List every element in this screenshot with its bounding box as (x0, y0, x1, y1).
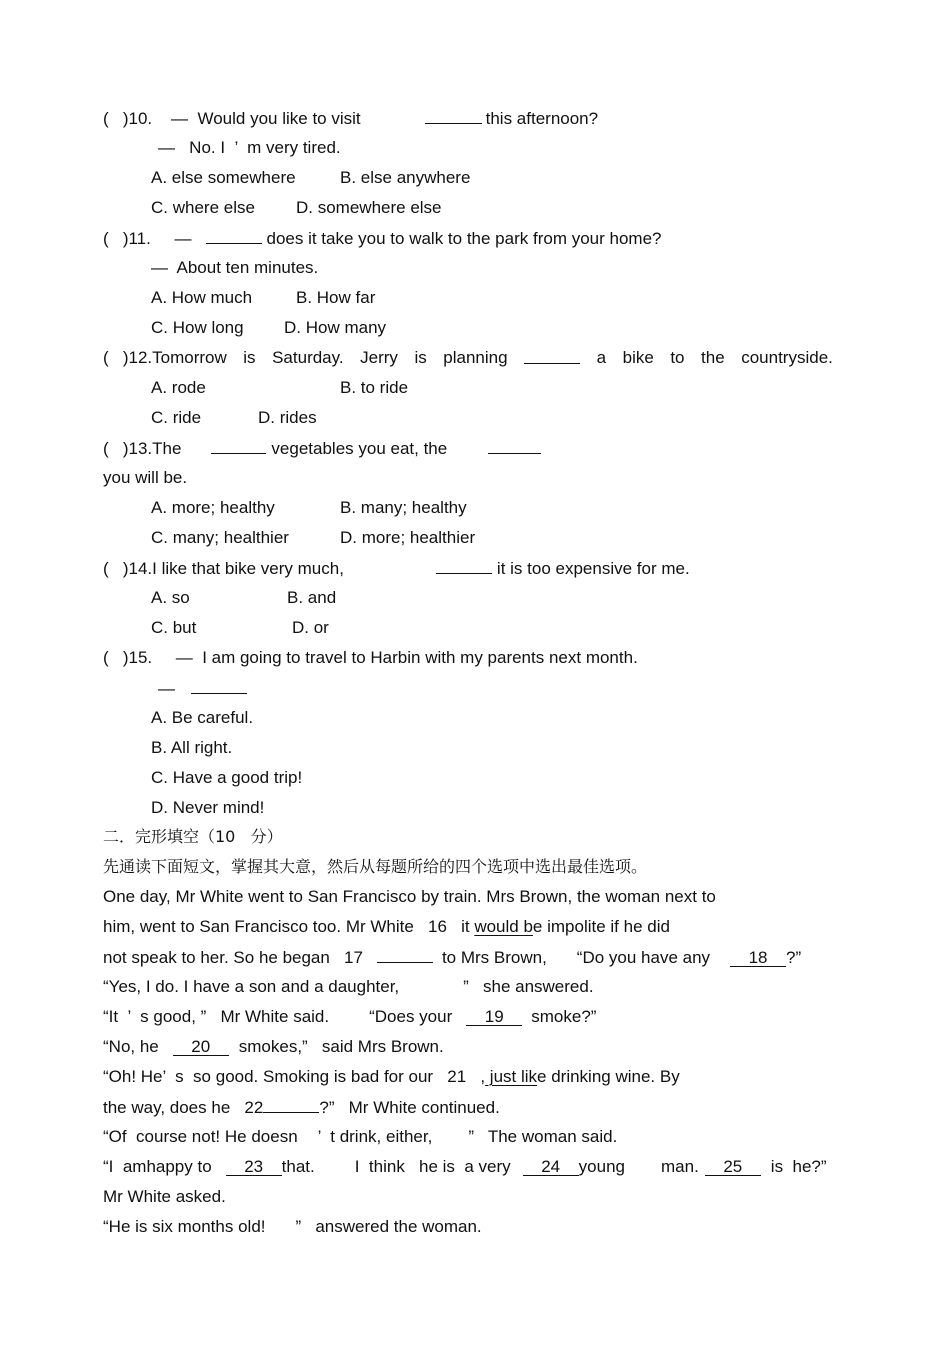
q14-stem (103, 558, 690, 579)
q11-option-a: A. How much (151, 288, 253, 307)
blank-19: 19 (466, 1008, 522, 1026)
passage-text: ” she answered. (463, 977, 594, 996)
q12-word: Saturday. (272, 348, 344, 367)
passage-text: smoke? (531, 1007, 591, 1026)
q15-option-d: D. Never mind! (151, 798, 265, 817)
blank-25: 25 (705, 1158, 761, 1176)
q15-paren: ( )15. (103, 648, 153, 667)
passage-line-3 (103, 947, 801, 968)
passage-text: smokes,” said Mrs Brown. (238, 1037, 444, 1056)
q10-reply: — No. I ’ m very tired. (158, 138, 341, 157)
passage-text: “Oh! He’ s so good. Smoking is bad for our 21 , (103, 1067, 486, 1086)
passage-text: I think he is a very (354, 1157, 511, 1176)
passage-text: that. (281, 1157, 315, 1176)
q11-stem-a: — (174, 229, 192, 248)
q11-paren: ( )11. (103, 229, 151, 248)
passage-text: not speak to her. So he began 17 (103, 948, 363, 967)
q10-option-d: D. somewhere else (296, 198, 442, 217)
passage-line-1: One day, Mr White went to San Francisco by train. Mrs Brown, the woman next to (103, 887, 716, 906)
blank-22 (263, 1097, 319, 1113)
q13-stem (103, 438, 541, 459)
q15-stem (103, 648, 638, 668)
q12-word: Jerry (360, 348, 398, 367)
blank-18: 18 (730, 949, 786, 967)
q12-word: ( )12.Tomorrow (103, 348, 227, 367)
passage-text: him, went to San Francisco too. Mr White 16 it (103, 917, 475, 936)
passage-text: to Mrs Brown, (441, 948, 547, 967)
q10-option-b: B. else anywhere (340, 168, 471, 187)
passage-text: “Do you have any (576, 948, 711, 967)
passage-line-7 (103, 1067, 680, 1087)
passage-text: ’ t drink, either, (317, 1127, 433, 1146)
passage-text: “Of course not! He doesn (103, 1127, 298, 1146)
passage-text: young (578, 1157, 625, 1176)
q10-paren: ( )10. (103, 109, 153, 128)
q13-stem-b: vegetables you eat, the (271, 439, 448, 458)
passage-text: “It ’ s good, ” Mr White said. (103, 1007, 330, 1026)
passage-text: ” (590, 1007, 597, 1026)
q12-word: a (596, 348, 607, 367)
q13-option-b: B. many; healthy (340, 498, 467, 517)
q11-option-c: C. How long (151, 318, 244, 337)
passage-line-8 (103, 1097, 500, 1118)
q14-stem-b: it is too expensive for me. (496, 559, 690, 578)
passage-line-5 (103, 1007, 596, 1027)
section-instruction: 先通读下面短文，掌握其大意，然后从每题所给的四个选项中选出最佳选项。 (103, 857, 648, 876)
passage-underlined-text: would b (474, 917, 533, 936)
passage-line-9 (103, 1127, 617, 1147)
q12-option-a: A. rode (151, 378, 206, 397)
q10-stem-a: — Would you like to visit (171, 109, 361, 128)
q10-option-a: A. else somewhere (151, 168, 296, 187)
q11-stem (103, 228, 661, 249)
passage-line-10 (103, 1157, 827, 1177)
passage-text: e drinking wine. By (537, 1067, 680, 1086)
q14-option-c: C. but (151, 618, 197, 637)
q14-option-d: D. or (292, 618, 329, 637)
passage-text: ” The woman said. (468, 1127, 618, 1146)
q12-option-d: D. rides (258, 408, 317, 427)
q11-option-b: B. How far (296, 288, 376, 307)
q12-word: planning (443, 348, 508, 367)
passage-underlined-text: just lik (485, 1067, 538, 1086)
blank-23: 23 (226, 1158, 282, 1176)
blank-17 (377, 947, 433, 963)
passage-text: e impolite if he did (532, 917, 670, 936)
passage-text: the way, does he 22 (103, 1098, 264, 1117)
q14-option-a: A. so (151, 588, 190, 607)
passage-text: man. (661, 1157, 699, 1176)
passage-line-12 (103, 1217, 482, 1237)
q10-option-c: C. where else (151, 198, 255, 217)
passage-text: ” answered the woman. (295, 1217, 482, 1236)
q12-word: is (243, 348, 256, 367)
q10-blank (425, 108, 482, 124)
q15-reply (158, 678, 247, 699)
passage-text: “He is six months old! (103, 1217, 266, 1236)
passage-line-6 (103, 1037, 444, 1057)
passage-text: “Does your (369, 1007, 453, 1026)
q13-blank-2 (488, 438, 541, 454)
blank-24: 24 (523, 1158, 579, 1176)
q13-option-a: A. more; healthy (151, 498, 275, 517)
passage-text: is he?” (770, 1157, 827, 1176)
q12-word: is (414, 348, 427, 367)
q15-option-a: A. Be careful. (151, 708, 254, 727)
q10-stem (103, 108, 598, 129)
passage-line-2 (103, 917, 670, 937)
q12-word: countryside. (741, 348, 833, 367)
q15-reply-dash: — (158, 679, 175, 698)
q11-stem-b: does it take you to walk to the park from your home? (266, 229, 662, 248)
q15-stem-text: — I am going to travel to Harbin with my parents next month. (175, 648, 638, 667)
passage-text: “I amhappy to (103, 1157, 212, 1176)
passage-line-4 (103, 977, 594, 997)
passage-text: ?” Mr White continued. (319, 1098, 500, 1117)
q12-blank (524, 348, 580, 364)
section-heading: 二．完形填空（10 分） (103, 827, 283, 846)
q11-option-d: D. How many (284, 318, 387, 337)
q14-paren: ( )14.I like that bike very much, (103, 559, 344, 578)
q11-reply: — About ten minutes. (151, 258, 319, 277)
q15-option-c: C. Have a good trip! (151, 768, 303, 787)
q13-blank-1 (211, 438, 266, 454)
q13-paren: ( )13.The (103, 439, 182, 458)
q12-word: to (670, 348, 685, 367)
q12-option-c: C. ride (151, 408, 202, 427)
q10-stem-b: this afternoon? (485, 109, 599, 128)
q14-blank (436, 558, 492, 574)
passage-text: “Yes, I do. I have a son and a daughter, (103, 977, 400, 996)
q14-option-b: B. and (287, 588, 337, 607)
q12-stem (103, 348, 833, 368)
q15-blank (191, 678, 247, 694)
q13-option-d: D. more; healthier (340, 528, 476, 547)
q11-blank (206, 228, 262, 244)
q13-option-c: C. many; healthier (151, 528, 289, 547)
passage-text: “No, he (103, 1037, 159, 1056)
q15-option-b: B. All right. (151, 738, 233, 757)
q12-option-b: B. to ride (340, 378, 409, 397)
q12-word: bike (622, 348, 654, 367)
q12-word: the (701, 348, 725, 367)
passage-line-11: Mr White asked. (103, 1187, 226, 1206)
q13-continuation: you will be. (103, 468, 188, 487)
blank-20: 20 (173, 1038, 229, 1056)
passage-text: ?” (786, 948, 802, 967)
